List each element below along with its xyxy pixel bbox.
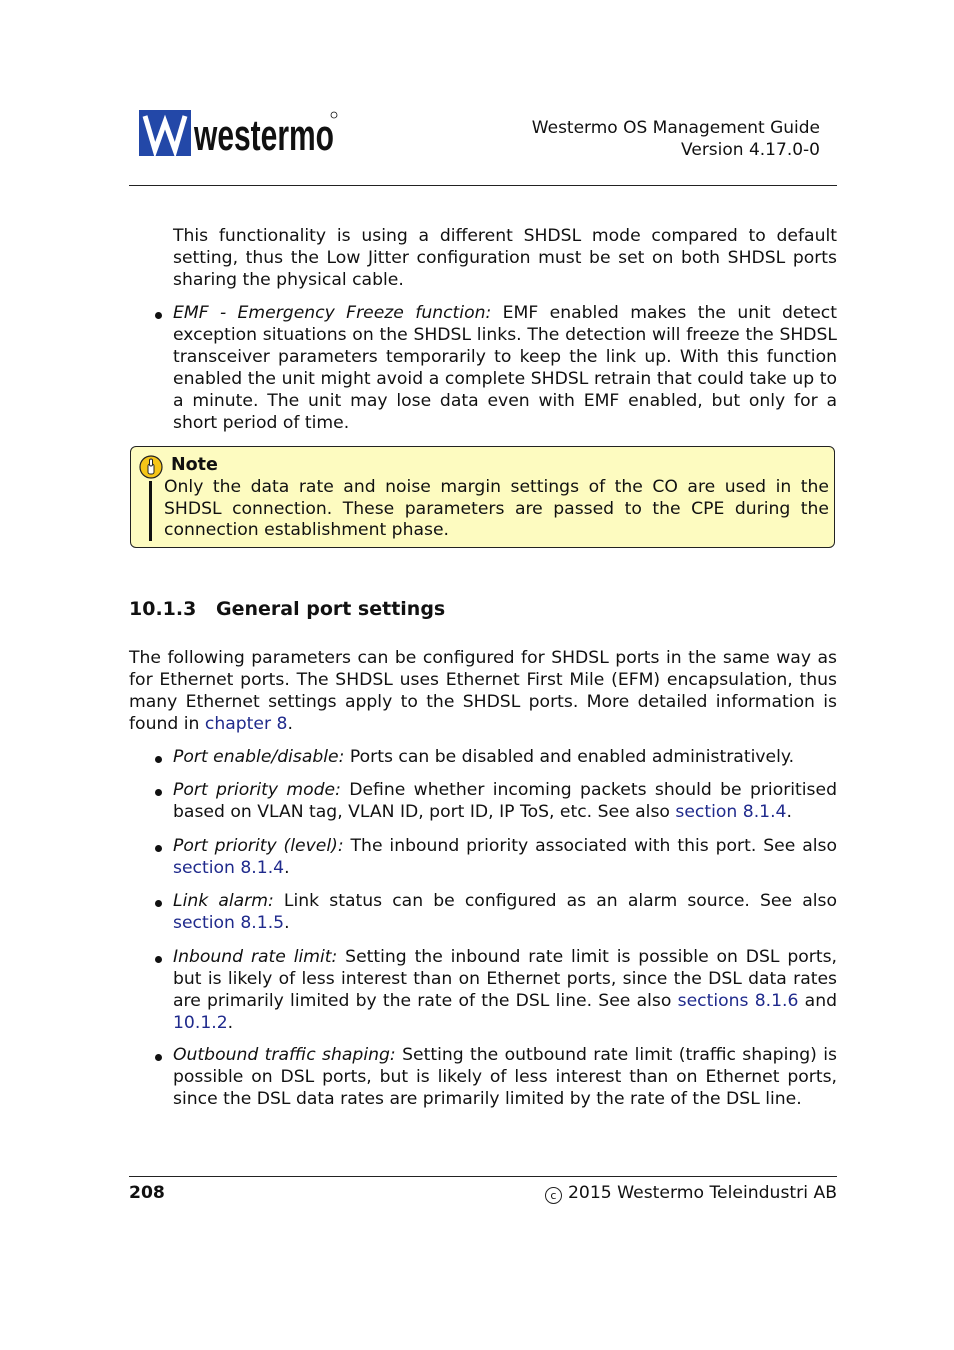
- list-item-text: [173, 891, 837, 935]
- list-item-text: [173, 947, 837, 1035]
- logo-wordmark: westermo: [193, 111, 334, 160]
- list-item-mid: and: [804, 990, 837, 1011]
- bullet-dot: [155, 312, 162, 319]
- page-number: 208: [129, 1183, 165, 1203]
- list-item-body: The inbound priority associated with this port. See also: [350, 836, 837, 856]
- bullet-dot: [155, 956, 162, 963]
- copyright: [545, 1182, 837, 1204]
- intro-paragraph: [173, 226, 837, 292]
- list-item-end: .: [284, 912, 290, 933]
- chapter-link[interactable]: chapter 8: [204, 713, 288, 734]
- list-item-end: .: [786, 801, 792, 822]
- westermo-logo: [139, 110, 339, 158]
- section-paragraph: [129, 648, 837, 736]
- section-link[interactable]: section 8.1.4: [173, 857, 285, 878]
- list-item-text: [173, 303, 837, 434]
- list-item-body: Setting the inbound rate limit is possible on DSL ports, but is likely of less interest than on Ethernet ports, since the DSL data rates are primarily limited by the rate of the DSL line. See also: [173, 947, 837, 1011]
- doc-title: Westermo OS Management Guide: [531, 118, 820, 138]
- list-item-term: Inbound rate limit:: [173, 947, 338, 967]
- list-item-term: Port priority (level):: [173, 836, 344, 856]
- doc-version: Version 4.17.0-0: [681, 140, 820, 160]
- note-title: Note: [171, 455, 218, 475]
- list-item-text: [173, 747, 837, 769]
- copyright-text: 2015 Westermo Teleindustri AB: [567, 1183, 837, 1203]
- list-item-text: [173, 780, 837, 824]
- list-item-end: .: [227, 1012, 234, 1033]
- list-item-term: Port enable/disable:: [173, 747, 345, 767]
- list-item-term: Link alarm:: [173, 891, 274, 911]
- section-title: General port settings: [216, 598, 446, 620]
- header-divider: [129, 185, 837, 186]
- list-item-term: Outbound traffic shaping:: [173, 1045, 396, 1065]
- info-hand-icon: [139, 455, 163, 479]
- note-side-bar: [149, 481, 152, 541]
- footer-divider: [129, 1176, 837, 1177]
- section-heading: [129, 597, 445, 621]
- section-paragraph-text: The following parameters can be configured for SHDSL ports in the same way as for Ethernet ports. The SHDSL uses Ethernet First Mile (EFM) encapsulation, thus many Ethernet settings apply to the SHDSL ports. More detailed information is found in: [129, 648, 837, 734]
- list-item-body: Define whether incoming packets should be prioritised based on VLAN tag, VLAN ID, port ID, IP ToS, etc. See also: [173, 780, 837, 822]
- note-text: Only the data rate and noise margin settings of the CO are used in the SHDSL connection. These parameters are passed to the CPE during the connection establishment phase.: [164, 477, 829, 541]
- bullet-dot: [155, 756, 162, 763]
- bullet-dot: [155, 789, 162, 796]
- section-paragraph-end: .: [287, 713, 293, 734]
- list-item-text: [173, 836, 837, 880]
- note-box: [130, 446, 835, 548]
- list-item-term: EMF - Emergency Freeze function:: [173, 303, 492, 323]
- section-link[interactable]: section 8.1.5: [173, 912, 285, 933]
- section-link-2[interactable]: 10.1.2: [173, 1012, 228, 1033]
- list-item-body: Link status can be configured as an alarm source. See also: [283, 891, 837, 911]
- list-item-text: [173, 1045, 837, 1111]
- section-link[interactable]: sections 8.1.6: [677, 990, 799, 1011]
- list-item-end: .: [284, 857, 290, 878]
- bullet-dot: [155, 1054, 162, 1061]
- westermo-logo-icon: [139, 110, 339, 158]
- bullet-dot: [155, 900, 162, 907]
- section-link[interactable]: section 8.1.4: [675, 801, 787, 822]
- list-item-body: Ports can be disabled and enabled administratively.: [349, 747, 795, 767]
- list-item-body: Setting the outbound rate limit (traffic shaping) is possible on DSL ports, but is likely of less interest than on Ethernet ports, since the DSL data rates are primarily limited by the rate of the DSL line.: [173, 1045, 838, 1109]
- list-item-term: Port priority mode:: [173, 780, 341, 800]
- section-number: 10.1.3: [129, 598, 197, 620]
- intro-paragraph-text: This functionality is using a different SHDSL mode compared to default setting, thus the Low Jitter configuration must be set on both SHDSL ports sharing the physical cable.: [173, 226, 837, 290]
- bullet-dot: [155, 845, 162, 852]
- running-header: [532, 117, 820, 161]
- copyright-icon: c: [545, 1187, 562, 1204]
- list-item-body: EMF enabled makes the unit detect exception situations on the SHDSL links. The detection will freeze the SHDSL transceiver parameters temporarily to keep the link up. With this function enabled the unit might avoid a complete SHDSL retrain that could take up to a minute. The unit may lose data even with EMF enabled, but only for a short period of time.: [173, 303, 837, 433]
